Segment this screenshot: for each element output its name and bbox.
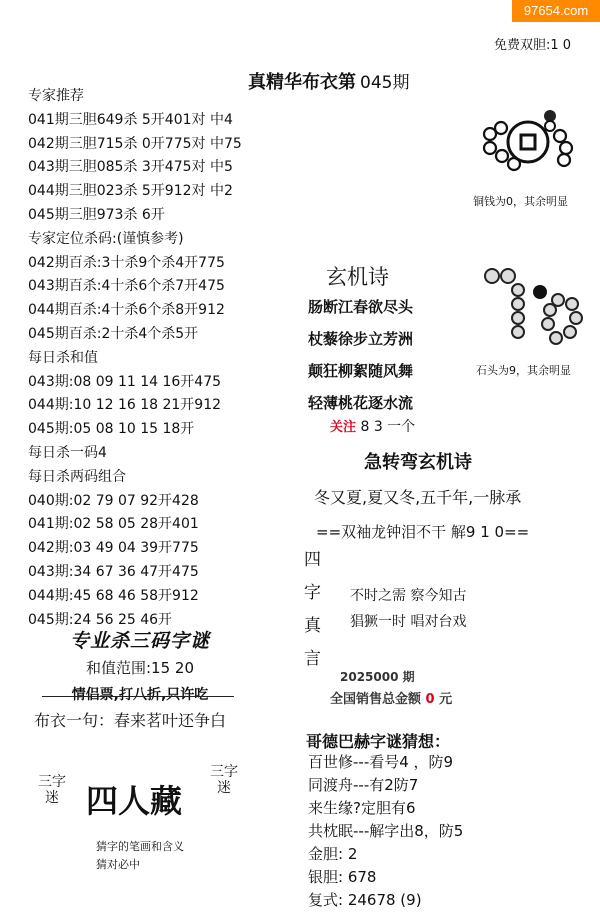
vertical-char: 四 — [304, 550, 321, 570]
left-column — [28, 85, 242, 632]
goldbach-line: 百世修---看号4 ，防9 — [308, 753, 454, 771]
side-label: 三字迷 — [210, 764, 238, 796]
left-line: 042期百杀:3十杀9个杀4开775 — [28, 254, 225, 271]
left-line: 专家定位杀码:(谨慎参考) — [28, 230, 184, 247]
issue-number: 045期 — [360, 73, 410, 93]
left-line: 044期:10 12 16 18 21开912 — [28, 397, 222, 414]
word-riddle-side-label-right — [210, 764, 238, 796]
left-line: 042期:03 49 04 39开775 — [28, 540, 199, 557]
left-line: 041期:02 58 05 28开401 — [28, 516, 199, 533]
four-words-vertical — [304, 544, 321, 676]
goldbach-line: 共枕眠---解字出8，防5 — [308, 822, 464, 840]
left-line: 044期百杀:4十杀6个杀8开912 — [28, 302, 225, 319]
title-text: 真精华布衣第 — [248, 72, 356, 93]
stone-icon — [478, 262, 588, 354]
kill-riddle-block — [40, 626, 240, 704]
left-line: 045期:24 56 25 46开 — [28, 611, 173, 628]
left-line: 041期三胆649杀 5开401对 中4 — [28, 111, 233, 128]
buyi-sentence: 布衣一句：春来茗叶还争白 — [34, 711, 227, 730]
vertical-char: 真 — [304, 616, 321, 636]
coin-figure — [468, 96, 588, 186]
page-title — [248, 68, 409, 94]
sales-unit: 元 — [439, 692, 453, 707]
goldbach-line: 同渡舟---有2防7 — [308, 776, 419, 794]
coin-icon — [468, 96, 588, 186]
left-line: 045期三胆973杀 6开 — [28, 206, 165, 223]
kill-riddle-text: 情侣票,打八折,只许吃 — [71, 687, 209, 703]
left-line: 045期:05 08 10 15 18开 — [28, 421, 195, 438]
goldbach-list — [308, 751, 463, 912]
free-pick: 免费双胆:1 0 — [494, 38, 572, 53]
twist-poem-solve: ==双袖龙钟泪不干 解9 1 0== — [316, 523, 530, 541]
sales-amount: 0 — [425, 692, 435, 707]
left-line: 043期百杀:4十杀6个杀7开475 — [28, 278, 225, 295]
left-line: 044期三胆023杀 5开912对 中2 — [28, 183, 233, 200]
goldbach-line: 来生缘?定胆有6 — [308, 799, 416, 817]
poem-line: 杖藜徐步立芳洲 — [308, 330, 414, 348]
follow-value: 8 3 一个 — [360, 419, 416, 435]
twist-poem-line: 冬又夏,夏又冬,五千年,一脉承 — [314, 488, 522, 507]
poem-line: 肠断江春欲尽头 — [308, 298, 414, 316]
word-riddle-hint: 猜对必中 — [96, 858, 140, 871]
left-line: 专家推荐 — [28, 88, 84, 104]
side-label: 三字迷 — [38, 774, 66, 806]
left-line: 044期:45 68 46 58开912 — [28, 587, 199, 604]
divider — [42, 696, 234, 697]
mystery-poem-heading: 玄机诗 — [326, 265, 389, 289]
vertical-char: 字 — [304, 583, 321, 603]
follow-line — [330, 416, 415, 436]
vertical-char: 言 — [304, 649, 321, 669]
left-line: 043期:08 09 11 14 16开475 — [28, 373, 222, 390]
poem-line: 轻薄桃花逐水流 — [308, 394, 414, 412]
left-line: 每日杀一码4 — [28, 444, 107, 461]
left-line: 042期三胆715杀 0开775对 中75 — [28, 135, 242, 152]
four-words-line: 猖獗一时 唱对台戏 — [350, 614, 467, 630]
left-line: 043期三胆085杀 3开475对 中5 — [28, 159, 233, 176]
site-watermark: 97654.com — [512, 0, 600, 22]
left-line: 040期:02 79 07 92开428 — [28, 492, 199, 509]
left-line: 045期百杀:2十杀4个杀5开 — [28, 325, 199, 342]
stone-figure — [478, 262, 588, 354]
goldbach-line: 银胆: 678 — [308, 868, 377, 886]
four-words-line: 不时之需 察今知古 — [350, 588, 467, 604]
kill-riddle-heading: 专业杀三码字谜 — [69, 630, 210, 652]
sales-label: 全国销售总金额 — [330, 692, 422, 707]
word-riddle-hint: 猜字的笔画和含义 — [96, 840, 184, 853]
sum-range: 和值范围:15 20 — [86, 659, 194, 677]
follow-label: 关注 — [330, 420, 357, 435]
goldbach-line: 金胆: 2 — [308, 845, 358, 863]
goldbach-heading: 哥德巴赫字谜猜想： — [306, 732, 451, 751]
sales-issue: 2025000 期 — [340, 670, 415, 684]
goldbach-line: 复式: 24678 (9) — [308, 891, 422, 909]
poem-line: 颠狂柳絮随风舞 — [308, 362, 414, 380]
left-line: 043期:34 67 36 47开475 — [28, 563, 199, 580]
coin-caption: 铜钱为0，其余明显 — [473, 195, 568, 208]
left-line: 每日杀两码组合 — [28, 468, 126, 485]
sales-total — [330, 688, 452, 707]
word-riddle-side-label-left — [38, 774, 66, 806]
twist-poem-heading: 急转弯玄机诗 — [364, 452, 472, 473]
stone-caption: 石头为9，其余明显 — [476, 364, 571, 377]
word-riddle-main: 四人藏 — [86, 782, 183, 820]
left-line: 每日杀和值 — [28, 349, 98, 366]
